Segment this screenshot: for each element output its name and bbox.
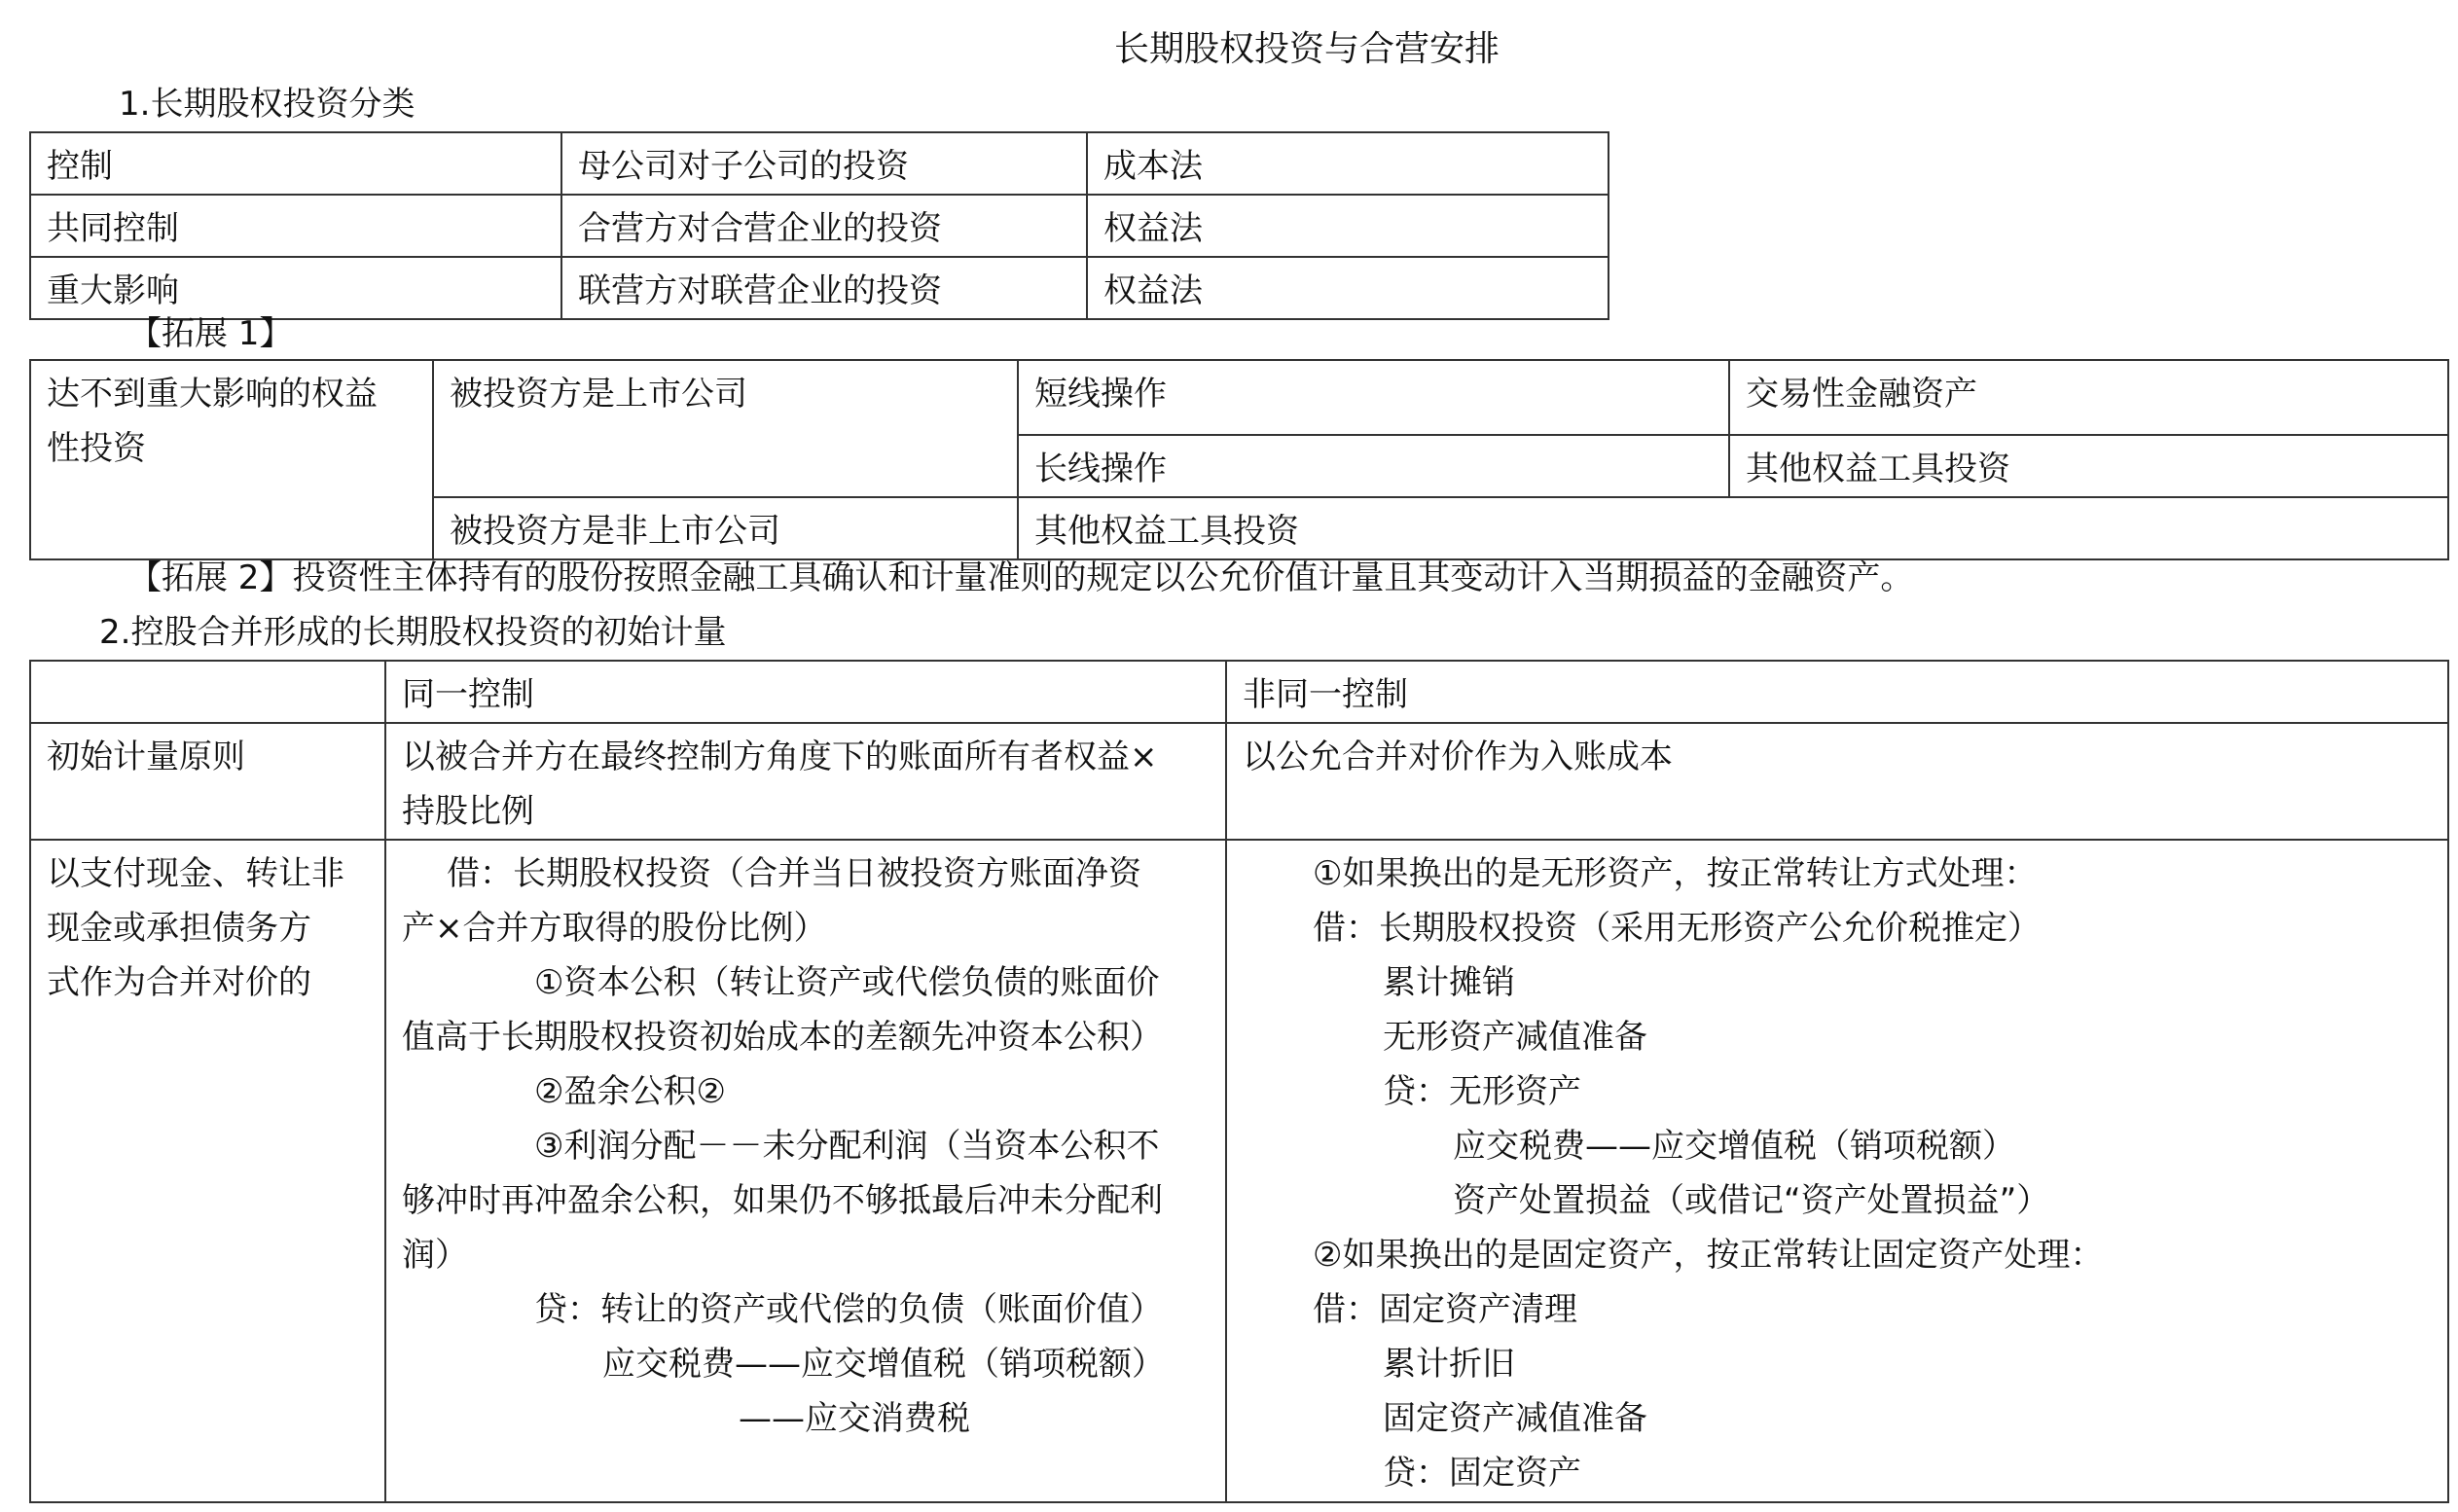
header-same-control: 同一控制 <box>385 661 1226 723</box>
extension1-table <box>29 359 2449 560</box>
journal-entry-line: 借：长期股权投资（合并当日被投资方账面净资 <box>447 854 1141 893</box>
cell-principle-label: 初始计量原则 <box>30 723 385 840</box>
cell-short-term: 短线操作 <box>1018 360 1729 435</box>
journal-entry-line: ——应交消费税 <box>739 1399 970 1438</box>
table-row <box>30 132 1609 195</box>
table-header-row <box>30 661 2448 723</box>
journal-entry-line: 无形资产减值准备 <box>1383 1018 1647 1057</box>
journal-entry-line: 应交税费——应交增值税（销项税额） <box>1453 1127 2015 1166</box>
cell-relation: 母公司对子公司的投资 <box>561 132 1087 195</box>
table-row <box>30 840 2448 1502</box>
table-row <box>30 723 2448 840</box>
journal-entry-line: ①如果换出的是无形资产，按正常转让方式处理： <box>1313 854 2038 893</box>
cell-unlisted: 被投资方是非上市公司 <box>433 497 1018 559</box>
cell-principle-same <box>385 723 1226 840</box>
text-line: 达不到重大影响的权益 <box>47 375 378 414</box>
extension2-text: 【拓展 2】投资性主体持有的股份按照金融工具确认和计量准则的规定以公允价值计量且其变动计入当期损益的金融资产。 <box>128 558 1914 597</box>
cell-listed: 被投资方是上市公司 <box>433 360 1018 497</box>
cell-relation: 联营方对联营企业的投资 <box>561 257 1087 319</box>
text-line: 性投资 <box>47 429 146 468</box>
journal-entry-line: 资产处置损益（或借记“资产处置损益”） <box>1453 1181 2050 1220</box>
cell-method: 权益法 <box>1087 195 1609 257</box>
journal-entry-line: 贷：固定资产 <box>1383 1454 1581 1493</box>
page-title: 长期股权投资与合营安排 <box>1114 29 1500 69</box>
journal-entry-line: ①资本公积（转让资产或代偿负债的账面价 <box>534 963 1160 1002</box>
journal-entry-line: 应交税费——应交增值税（销项税额） <box>602 1345 1165 1384</box>
cell-method: 权益法 <box>1087 257 1609 319</box>
journal-entry-line: ②如果换出的是固定资产，按正常转让固定资产处理： <box>1313 1236 2104 1275</box>
text-line: 现金或承担债务方 <box>47 909 311 948</box>
table-row <box>30 360 2448 435</box>
text-line: 持股比例 <box>402 792 534 831</box>
journal-entry-line: 贷：转让的资产或代偿的负债（账面价值） <box>534 1290 1163 1329</box>
cell-relation: 合营方对合营企业的投资 <box>561 195 1087 257</box>
journal-entry-line: 润） <box>402 1236 468 1275</box>
journal-entry-line: 贷：无形资产 <box>1383 1072 1581 1111</box>
cell-diff-control-entries <box>1226 840 2448 1502</box>
journal-entry-line: 产×合并方取得的股份比例） <box>402 909 827 948</box>
journal-entry-line: ②盈余公积② <box>534 1072 726 1111</box>
cell-unlisted-result: 其他权益工具投资 <box>1018 497 2448 559</box>
journal-entry-line: 值高于长期股权投资初始成本的差额先冲资本公积） <box>402 1018 1163 1057</box>
journal-entry-line: 累计折旧 <box>1383 1345 1515 1384</box>
cell-same-control-entries <box>385 840 1226 1502</box>
cell-type: 控制 <box>30 132 561 195</box>
section1-heading: 1.长期股权投资分类 <box>119 85 416 124</box>
text-line: 以被合并方在最终控制方角度下的账面所有者权益× <box>402 738 1158 776</box>
cell-long-term-result: 其他权益工具投资 <box>1729 435 2448 497</box>
cell-type: 共同控制 <box>30 195 561 257</box>
section2-heading: 2.控股合并形成的长期股权投资的初始计量 <box>99 613 727 652</box>
cell-category <box>30 360 433 559</box>
header-different-control: 非同一控制 <box>1226 661 2448 723</box>
cell-short-term-result: 交易性金融资产 <box>1729 360 2448 435</box>
table-row <box>30 257 1609 319</box>
journal-entry-line: 借：长期股权投资（采用无形资产公允价税推定） <box>1313 909 2041 948</box>
journal-entry-line: 够冲时再冲盈余公积，如果仍不够抵最后冲未分配利 <box>402 1181 1163 1220</box>
journal-entry-line: 借：固定资产清理 <box>1313 1290 1577 1329</box>
classification-table <box>29 131 1609 320</box>
text-line: 式作为合并对价的 <box>47 963 311 1002</box>
cell-consideration-label <box>30 840 385 1502</box>
extension1-label: 【拓展 1】 <box>128 314 293 353</box>
cell-long-term: 长线操作 <box>1018 435 1729 497</box>
cell-method: 成本法 <box>1087 132 1609 195</box>
header-empty <box>30 661 385 723</box>
cell-type: 重大影响 <box>30 257 561 319</box>
journal-entry-line: 累计摊销 <box>1383 963 1515 1002</box>
journal-entry-line: 固定资产减值准备 <box>1383 1399 1647 1438</box>
journal-entry-line: ③利润分配－－未分配利润（当资本公积不 <box>534 1127 1160 1166</box>
text-line: 以支付现金、转让非 <box>47 854 344 893</box>
table-row <box>30 195 1609 257</box>
initial-measurement-table <box>29 660 2449 1503</box>
cell-principle-diff: 以公允合并对价作为入账成本 <box>1226 723 2448 840</box>
